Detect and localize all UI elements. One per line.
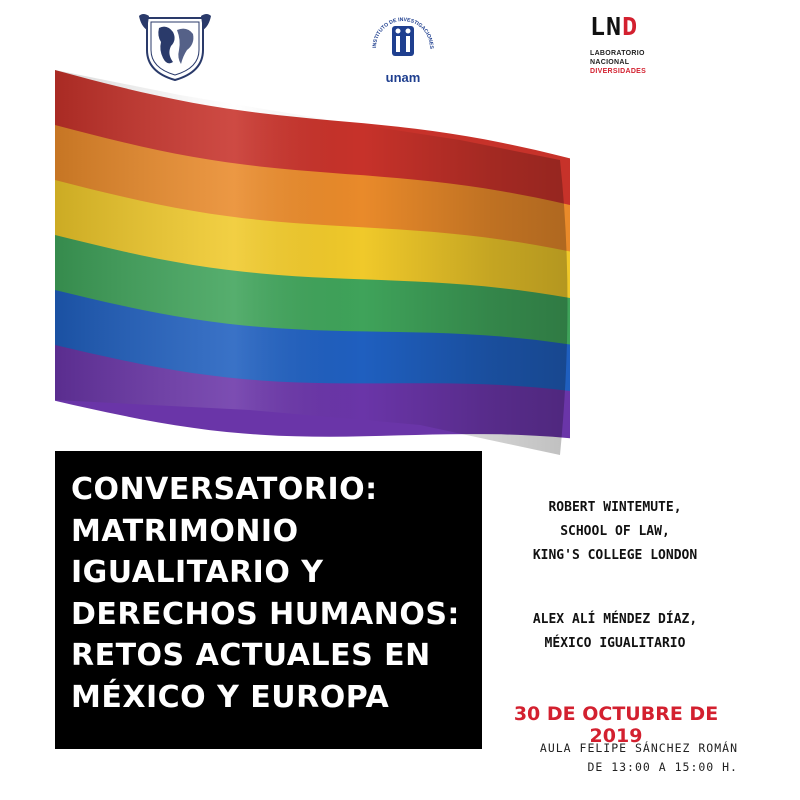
lnd-sub-line: DIVERSIDADES [590,68,647,75]
speaker-block [500,496,730,568]
title-line: CONVERSATORIO: [71,472,378,507]
unam-wordmark: unam [385,70,421,85]
speaker-block [500,608,730,656]
lnd-sub-line: NACIONAL [590,59,630,66]
lnd-mark-main: LN [590,12,623,41]
speaker-line: SCHOOL OF LAW, [560,524,670,539]
iij-arc-text: INSTITUTO DE INVESTIGACIONES [371,16,435,50]
event-venue: AULA FELIPE SÁNCHEZ ROMÁN [539,741,738,755]
event-date: 30 DE OCTUBRE DE 2019 [513,703,719,747]
lnd-mark-accent: D [622,12,639,41]
title-line: RETOS ACTUALES EN [71,638,431,673]
title-line: MATRIMONIO [71,513,299,549]
speaker-line: ROBERT WINTEMUTE, [548,500,682,515]
speaker-line: MÉXICO IGUALITARIO [544,636,686,651]
title-line: MÉXICO Y EUROPA [71,679,390,715]
title-box [55,451,482,749]
lnd-sub-line: LABORATORIO [590,50,645,57]
event-title [71,469,471,718]
title-line: IGUALITARIO Y [71,555,324,590]
event-time: DE 13:00 A 15:00 H. [587,760,738,774]
title-line: DERECHOS HUMANOS: [71,596,460,632]
speaker-line: ALEX ALÍ MÉNDEZ DÍAZ, [532,612,698,627]
speaker-line: KING'S COLLEGE LONDON [532,548,698,563]
